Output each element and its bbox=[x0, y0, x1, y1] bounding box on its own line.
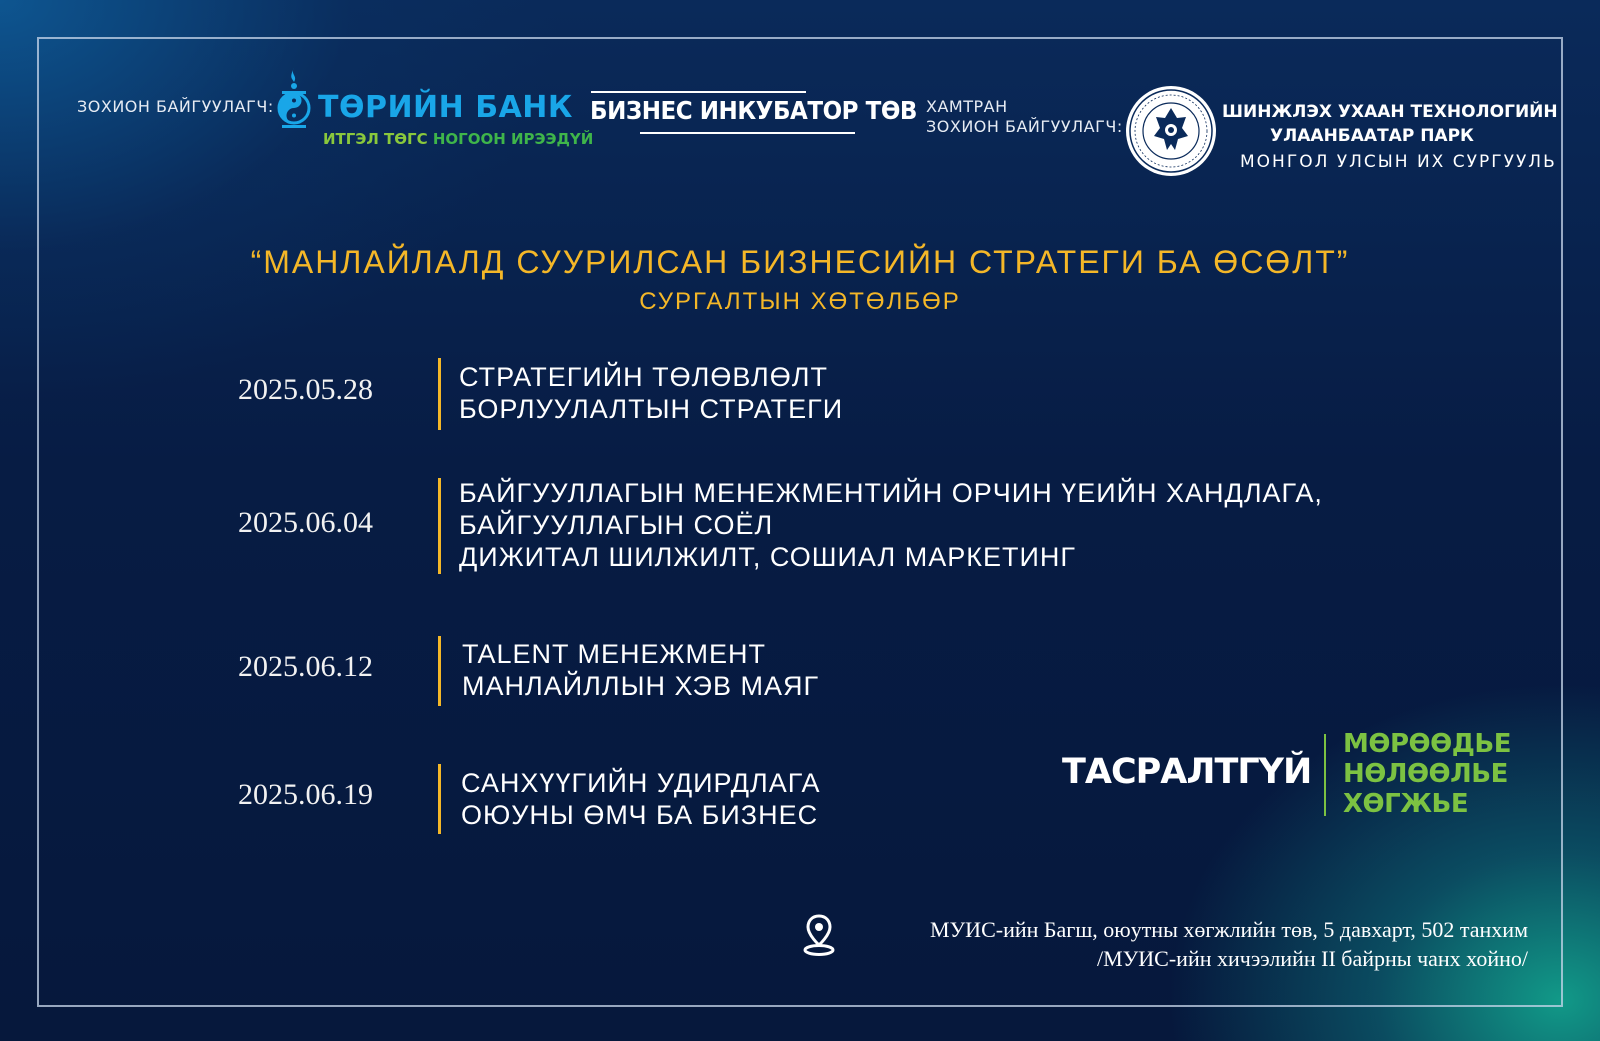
bank-logo bbox=[272, 66, 594, 150]
location-address bbox=[930, 915, 1528, 973]
schedule-divider bbox=[438, 764, 441, 834]
organizer-label: ЗОХИОН БАЙГУУЛАГЧ: bbox=[77, 97, 274, 116]
schedule-divider bbox=[438, 478, 441, 574]
incubator-logo: БИЗНЕС ИНКУБАТОР ТӨВ bbox=[590, 96, 918, 125]
schedule-topic: ДИЖИТАЛ ШИЛЖИЛТ, СОШИАЛ МАРКЕТИНГ bbox=[459, 542, 1077, 572]
bank-slogan-part2: НОГООН ИРЭЭДҮЙ bbox=[432, 130, 594, 148]
schedule-topic: САНХҮҮГИЙН УДИРДЛАГА bbox=[461, 768, 821, 798]
location-line1: МУИС-ийн Багш, оюутны хөгжлийн төв, 5 давхарт, 502 танхим bbox=[930, 917, 1528, 942]
incubator-rule-bottom bbox=[640, 132, 855, 134]
slogan-side-line: НӨЛӨӨЛЬЕ bbox=[1343, 759, 1508, 789]
park-name-line2: УЛААНБААТАР ПАРК bbox=[1270, 126, 1474, 146]
schedule-date: 2025.06.12 bbox=[238, 650, 373, 683]
park-name bbox=[1222, 100, 1558, 148]
schedule-topic: БАЙГУУЛЛАГЫН МЕНЕЖМЕНТИЙН ОРЧИН ҮЕИЙН ХАНДЛАГА, bbox=[459, 478, 1323, 508]
bank-slogan-part1: ИТГЭЛ ТӨГС bbox=[323, 130, 428, 148]
schedule-date: 2025.06.04 bbox=[238, 506, 373, 539]
bank-slogan bbox=[323, 130, 593, 148]
schedule-divider bbox=[438, 358, 441, 430]
schedule-topic: МАНЛАЙЛЛЫН ХЭВ МАЯГ bbox=[462, 671, 820, 701]
schedule-divider bbox=[438, 636, 441, 706]
university-name: МОНГОЛ УЛСЫН ИХ СУРГУУЛЬ bbox=[1240, 152, 1557, 172]
schedule-topic: БАЙГУУЛЛАГЫН СОЁЛ bbox=[459, 510, 774, 540]
university-seal-icon bbox=[1124, 84, 1218, 178]
incubator-rule-top bbox=[591, 91, 806, 93]
bank-emblem-icon bbox=[272, 66, 316, 132]
park-name-line1: ШИНЖЛЭХ УХААН ТЕХНОЛОГИЙН bbox=[1222, 102, 1558, 122]
slogan-divider bbox=[1324, 734, 1326, 816]
slogan-side-line: МӨРӨӨДЬЕ bbox=[1343, 729, 1511, 759]
location-line2: /МУИС-ийн хичээлийн II байрны чанх хойно/ bbox=[1097, 946, 1528, 971]
program-subtitle: СУРГАЛТЫН ХӨТӨЛБӨР bbox=[639, 288, 961, 315]
slogan-side bbox=[1343, 729, 1511, 819]
location-pin-icon bbox=[802, 913, 836, 957]
schedule-topic: ОЮУНЫ ӨМЧ БА БИЗНЕС bbox=[461, 800, 819, 830]
schedule-date: 2025.06.19 bbox=[238, 778, 373, 811]
co-organizer-label-line1: ХАМТРАН bbox=[926, 97, 1008, 116]
schedule-topic: БОРЛУУЛАЛТЫН СТРАТЕГИ bbox=[459, 394, 844, 424]
slogan-side-line: ХӨГЖЬЕ bbox=[1343, 789, 1469, 819]
program-title: “МАНЛАЙЛАЛД СУУРИЛСАН БИЗНЕСИЙН СТРАТЕГИ БА ӨСӨЛТ” bbox=[250, 244, 1350, 280]
schedule-topic: СТРАТЕГИЙН ТӨЛӨВЛӨЛТ bbox=[459, 362, 828, 392]
schedule-topic: TALENT МЕНЕЖМЕНТ bbox=[462, 639, 766, 669]
slogan-main: ТАСРАЛТГҮЙ bbox=[1062, 752, 1312, 792]
co-organizer-label-line2: ЗОХИОН БАЙГУУЛАГЧ: bbox=[926, 117, 1123, 136]
schedule-date: 2025.05.28 bbox=[238, 373, 373, 406]
bank-name: ТӨРИЙН БАНК bbox=[318, 90, 573, 125]
